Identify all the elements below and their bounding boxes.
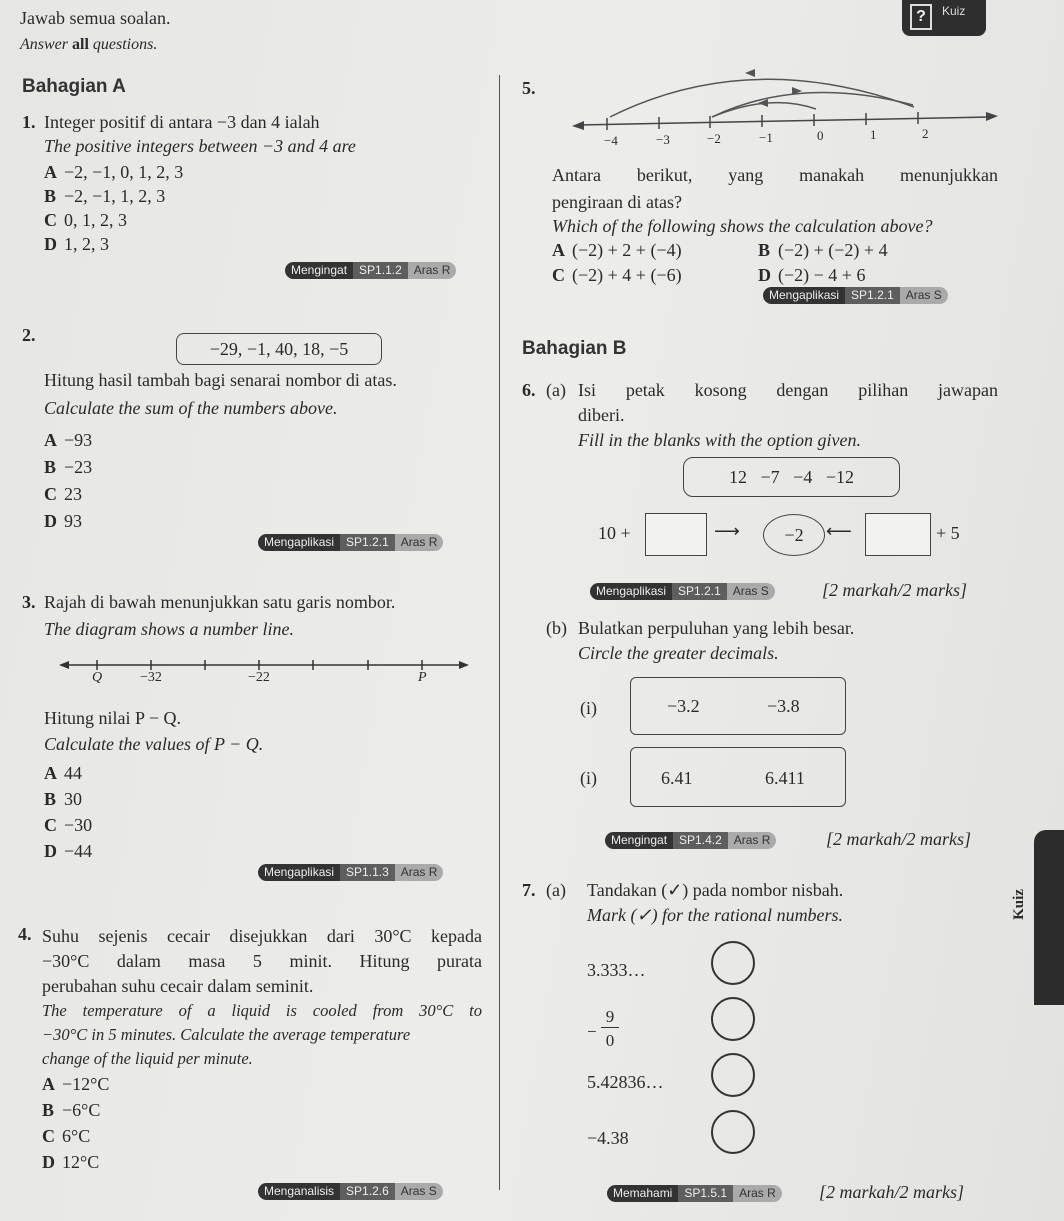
fraction-sign: − (587, 1022, 597, 1041)
q6a-skill-tag (590, 583, 775, 600)
option-letter: B (44, 186, 57, 206)
instruction-ms: Jawab semua soalan. (20, 8, 171, 28)
option-text: 1, 2, 3 (64, 234, 109, 254)
q3-text-ms: Rajah di bawah menunjukkan satu garis nombor. (44, 592, 396, 612)
option-letter: A (42, 1074, 55, 1094)
option-text: 6°C (62, 1126, 91, 1146)
option-text: −2, −1, 1, 2, 3 (64, 186, 166, 206)
option-text: (−2) + (−2) + 4 (778, 240, 888, 260)
option[interactable] (44, 454, 92, 481)
q1-text-ms: Integer positif di antara −3 dan 4 ialah (44, 112, 320, 132)
option-text: 0, 1, 2, 3 (64, 210, 127, 230)
option-letter: D (44, 234, 57, 254)
tick-label: 0 (817, 128, 824, 143)
q1-text-en: The positive integers between −3 and 4 are (44, 136, 356, 156)
option-text: −44 (64, 841, 93, 861)
tick-label: 1 (870, 127, 877, 142)
q3-text-ms2: Hitung nilai P − Q. (44, 708, 181, 728)
q2-options (44, 427, 92, 535)
option[interactable] (44, 160, 183, 184)
option-text: (−2) + 4 + (−6) (572, 265, 682, 285)
text-line: −30°C in 5 minutes. Calculate the average temperature (42, 1025, 411, 1044)
decimal-option[interactable]: −3.2 (667, 696, 700, 716)
tag-skill: Memahami (607, 1185, 678, 1202)
decimal-pair-box (630, 747, 846, 807)
q6b-skill-tag (605, 832, 776, 849)
option-text: 44 (64, 763, 82, 783)
q5-text-ms2: pengiraan di atas? (552, 192, 682, 212)
checkbox-circle[interactable] (711, 997, 755, 1041)
text-line: perubahan suhu cecair dalam seminit. (42, 976, 314, 996)
tag-code: SP1.2.1 (845, 287, 900, 304)
option-letter: C (44, 815, 57, 835)
q4-skill-tag (258, 1183, 443, 1200)
option[interactable] (42, 1097, 109, 1123)
tag-level: Aras S (727, 583, 775, 600)
option-letter: D (44, 511, 57, 531)
text-line: Suhu sejenis cecair disejukkan dari 30°C kepada (42, 926, 482, 946)
option[interactable] (44, 508, 92, 535)
option-text: −30 (64, 815, 93, 835)
option[interactable] (42, 1149, 109, 1175)
q1-number: 1. (22, 112, 36, 132)
tag-level: Aras R (408, 262, 457, 279)
tag-level: Aras S (395, 1183, 443, 1200)
text: all (72, 36, 89, 53)
kuiz-label: Kuiz (942, 4, 966, 18)
option-text: −93 (64, 430, 93, 450)
option-letter: A (552, 240, 565, 260)
option[interactable] (44, 812, 92, 838)
tag-level: Aras R (728, 832, 777, 849)
rational-item: 5.42836… (587, 1072, 664, 1092)
option-letter: C (44, 484, 57, 504)
option-text: −2, −1, 0, 1, 2, 3 (64, 162, 184, 182)
pair-number: (i) (580, 768, 597, 788)
option-letter: C (42, 1126, 55, 1146)
text: Answer (20, 36, 72, 53)
arrow-right-icon: ⟶ (714, 521, 740, 541)
q7-marks: [2 markah/2 marks] (819, 1182, 965, 1202)
option-text: (−2) + 2 + (−4) (572, 240, 682, 260)
q7a-label: (a) (546, 880, 566, 900)
q6b-marks: [2 markah/2 marks] (826, 829, 972, 849)
section-b-title: Bahagian B (522, 338, 627, 359)
q7-text-ms: Tandakan (✓) pada nombor nisbah. (587, 880, 844, 900)
q6a-option-box: 12 −7 −4 −12 (683, 457, 900, 497)
option[interactable] (44, 427, 92, 454)
option-text: 12°C (62, 1152, 100, 1172)
option[interactable] (44, 838, 92, 864)
tag-skill: Mengaplikasi (590, 583, 672, 600)
tag-skill: Menganalisis (258, 1183, 340, 1200)
q2-skill-tag (258, 534, 443, 551)
q6a-marks: [2 markah/2 marks] (822, 580, 968, 600)
option[interactable] (758, 240, 888, 261)
option-letter: D (44, 841, 57, 861)
q2-number: 2. (22, 325, 36, 345)
option-letter: C (552, 265, 565, 285)
option-text: (−2) − 4 + 6 (778, 265, 866, 285)
q1-options (44, 160, 183, 256)
option[interactable] (42, 1123, 109, 1149)
decimal-pair-box (630, 677, 846, 735)
option-letter: B (44, 789, 57, 809)
q7-text-en: Mark (✓) for the rational numbers. (587, 905, 844, 925)
q6b-text-en: Circle the greater decimals. (578, 643, 779, 663)
tag-skill: Mengingat (285, 262, 353, 279)
option-letter: B (42, 1100, 55, 1120)
q6a-text-ms2: diberi. (578, 405, 625, 425)
instruction-en (20, 36, 157, 54)
blank-box-left[interactable] (645, 513, 707, 556)
decimal-option[interactable]: 6.41 (661, 768, 693, 788)
option[interactable] (44, 208, 183, 232)
q4-options (42, 1071, 109, 1175)
option-text: 30 (64, 789, 82, 809)
option-text: 93 (64, 511, 82, 531)
label-q: Q (92, 670, 103, 685)
option[interactable] (42, 1071, 109, 1097)
tag-skill: Mengaplikasi (258, 864, 340, 881)
q6b-text-ms: Bulatkan perpuluhan yang lebih besar. (578, 618, 855, 638)
option[interactable] (44, 232, 183, 256)
decimal-option[interactable]: 6.411 (765, 768, 805, 788)
q6a-text-en: Fill in the blanks with the option given. (578, 430, 861, 450)
q4-text-en (42, 999, 482, 1071)
pair-number: (i) (580, 698, 597, 718)
q3-skill-tag (258, 864, 443, 881)
q1-skill-tag (285, 262, 456, 279)
q2-number-list: −29, −1, 40, 18, −5 (176, 333, 382, 365)
rational-item: −4.38 (587, 1128, 629, 1148)
option[interactable] (552, 240, 682, 261)
q3-options (44, 760, 92, 864)
tag-code: SP1.1.2 (353, 262, 408, 279)
option-letter: B (758, 240, 771, 260)
blank-box-right[interactable] (865, 513, 931, 556)
q2-text-en: Calculate the sum of the numbers above. (44, 398, 338, 418)
question-mark-icon: ? (910, 4, 932, 30)
option-letter: A (44, 763, 57, 783)
result-circle: −2 (763, 514, 825, 556)
q4-text-ms (42, 924, 482, 999)
tag-skill: Mengaplikasi (763, 287, 845, 304)
tag-code: SP1.2.1 (672, 583, 727, 600)
tag-code: SP1.2.1 (340, 534, 395, 551)
section-a-title: Bahagian A (22, 76, 126, 97)
option[interactable] (552, 265, 682, 286)
option-letter: D (758, 265, 771, 285)
tag-code: SP1.5.1 (678, 1185, 733, 1202)
label-p: P (418, 670, 427, 685)
fraction-numerator: 9 (601, 1007, 619, 1028)
q5-text-ms: Antara berikut, yang manakah menunjukkan (552, 165, 998, 185)
option[interactable] (758, 265, 865, 286)
side-tab-label: Kuiz (1010, 889, 1027, 920)
text: questions. (88, 36, 158, 53)
checkbox-circle[interactable] (711, 1110, 755, 1154)
tag-skill: Mengaplikasi (258, 534, 340, 551)
q4-number: 4. (18, 924, 32, 944)
label-minus-22: −22 (248, 670, 270, 685)
option[interactable] (44, 786, 92, 812)
q5-number-line (570, 65, 1020, 155)
option-letter: C (44, 210, 57, 230)
tick-label: −1 (759, 130, 773, 145)
text-line: change of the liquid per minute. (42, 1049, 253, 1068)
option-letter: A (44, 430, 57, 450)
tick-label: −3 (656, 132, 670, 147)
tick-label: −4 (604, 133, 618, 148)
q5-number: 5. (522, 78, 536, 98)
tag-level: Aras R (395, 864, 444, 881)
q3-text-en2: Calculate the values of P − Q. (44, 734, 264, 754)
tag-code: SP1.2.6 (340, 1183, 395, 1200)
option[interactable] (44, 184, 183, 208)
fraction-denominator: 0 (605, 1031, 615, 1050)
option-text: −6°C (62, 1100, 101, 1120)
rational-item: 3.333… (587, 960, 646, 980)
q7-number: 7. (522, 880, 536, 900)
option[interactable] (44, 481, 92, 508)
q3-text-en: The diagram shows a number line. (44, 619, 295, 639)
option-letter: B (44, 457, 57, 477)
q6-number: 6. (522, 380, 536, 400)
left-expression: 10 + (598, 523, 631, 543)
tag-level: Aras R (733, 1185, 782, 1202)
right-expression: + 5 (936, 523, 960, 543)
q6a-label: (a) (546, 380, 566, 400)
tag-level: Aras S (900, 287, 948, 304)
arrow-left-icon: ⟵ (826, 521, 852, 541)
option-letter: A (44, 162, 57, 182)
text-line: −30°C dalam masa 5 minit. Hitung purata (42, 951, 482, 971)
q2-text-ms: Hitung hasil tambah bagi senarai nombor di atas. (44, 370, 397, 390)
side-tab (1034, 830, 1064, 1005)
tag-code: SP1.1.3 (340, 864, 395, 881)
tick-label: −2 (707, 131, 721, 146)
option-text: 23 (64, 484, 82, 504)
checkbox-circle[interactable] (711, 1053, 755, 1097)
q6a-text-ms: Isi petak kosong dengan pilihan jawapan (578, 380, 998, 400)
tag-skill: Mengingat (605, 832, 673, 849)
checkbox-circle[interactable] (711, 941, 755, 985)
option-letter: D (42, 1152, 55, 1172)
q3-number: 3. (22, 592, 36, 612)
option[interactable] (44, 760, 92, 786)
q5-text-en: Which of the following shows the calculation above? (552, 216, 933, 236)
column-divider (499, 75, 500, 1190)
tick-label: 2 (922, 126, 929, 141)
option-text: −23 (64, 457, 93, 477)
tag-level: Aras R (395, 534, 444, 551)
kuiz-badge (902, 0, 986, 36)
option-text: −12°C (62, 1074, 110, 1094)
q6b-label: (b) (546, 618, 567, 638)
label-minus-32: −32 (140, 670, 162, 685)
q7-skill-tag (607, 1185, 782, 1202)
q5-skill-tag (763, 287, 948, 304)
text-line: The temperature of a liquid is cooled from 30°C to (42, 1001, 482, 1020)
tag-code: SP1.4.2 (673, 832, 728, 849)
decimal-option[interactable]: −3.8 (767, 696, 800, 716)
